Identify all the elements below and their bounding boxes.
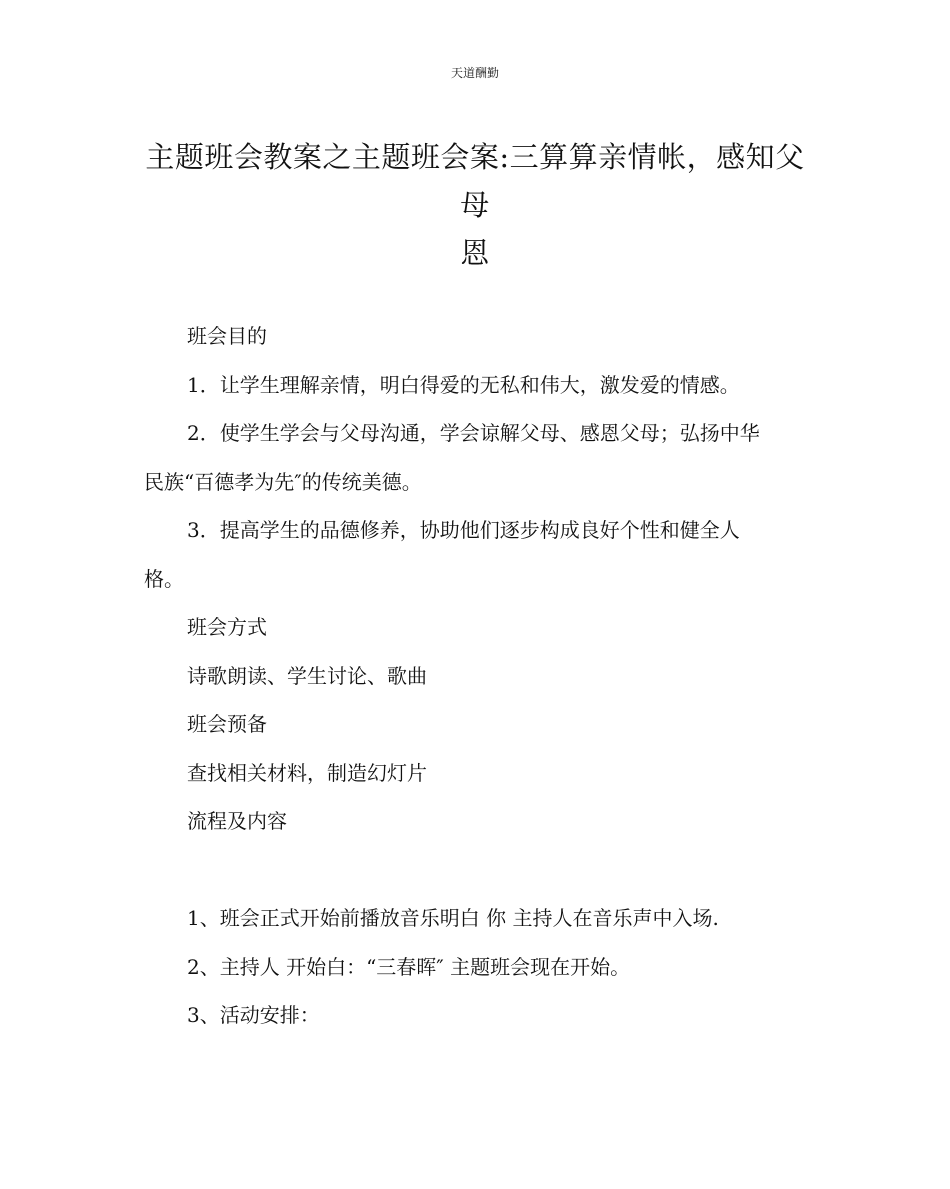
prep-text: 查找相关材料，制造幻灯片 [187, 760, 427, 785]
title-line-1: 主题班会教案之主题班会案:三算算亲情帐，感知父母 [145, 140, 805, 222]
purpose-item-2-line-2: 民族“百德孝为先″的传统美德。 [144, 469, 422, 494]
process-item-3: 3、活动安排： [187, 1003, 320, 1027]
process-heading: 流程及内容 [187, 809, 287, 833]
page-header: 天道酬勤 [450, 66, 499, 80]
purpose-heading: 班会目的 [187, 324, 267, 348]
purpose-item-2-line-1: 2．使学生学会与父母沟通，学会谅解父母、感恩父母；弘扬中华 [187, 421, 760, 445]
purpose-item-1: 1．让学生理解亲情，明白得爱的无私和伟大，激发爱的情感。 [187, 372, 740, 397]
blank-line [144, 846, 810, 895]
prep-heading: 班会预备 [187, 712, 267, 736]
purpose-item-3-line-1: 3．提高学生的品德修养，协助他们逐步构成良好个性和健全人 [187, 518, 740, 542]
purpose-item-3 [144, 506, 810, 603]
purpose-item-3-line-2: 格。 [144, 566, 184, 591]
process-item-1: 1、班会正式开始前播放音乐明白 你 主持人在音乐声中入场. [187, 906, 719, 930]
title-line-2: 恩 [460, 236, 490, 270]
purpose-item-2 [144, 409, 810, 506]
method-heading: 班会方式 [187, 615, 267, 639]
process-item-2: 2、主持人 开始白：“三春晖″ 主题班会现在开始。 [187, 954, 631, 979]
document-title [140, 133, 810, 277]
method-text: 诗歌朗读、学生讨论、歌曲 [187, 663, 427, 688]
document-body [144, 312, 810, 1040]
